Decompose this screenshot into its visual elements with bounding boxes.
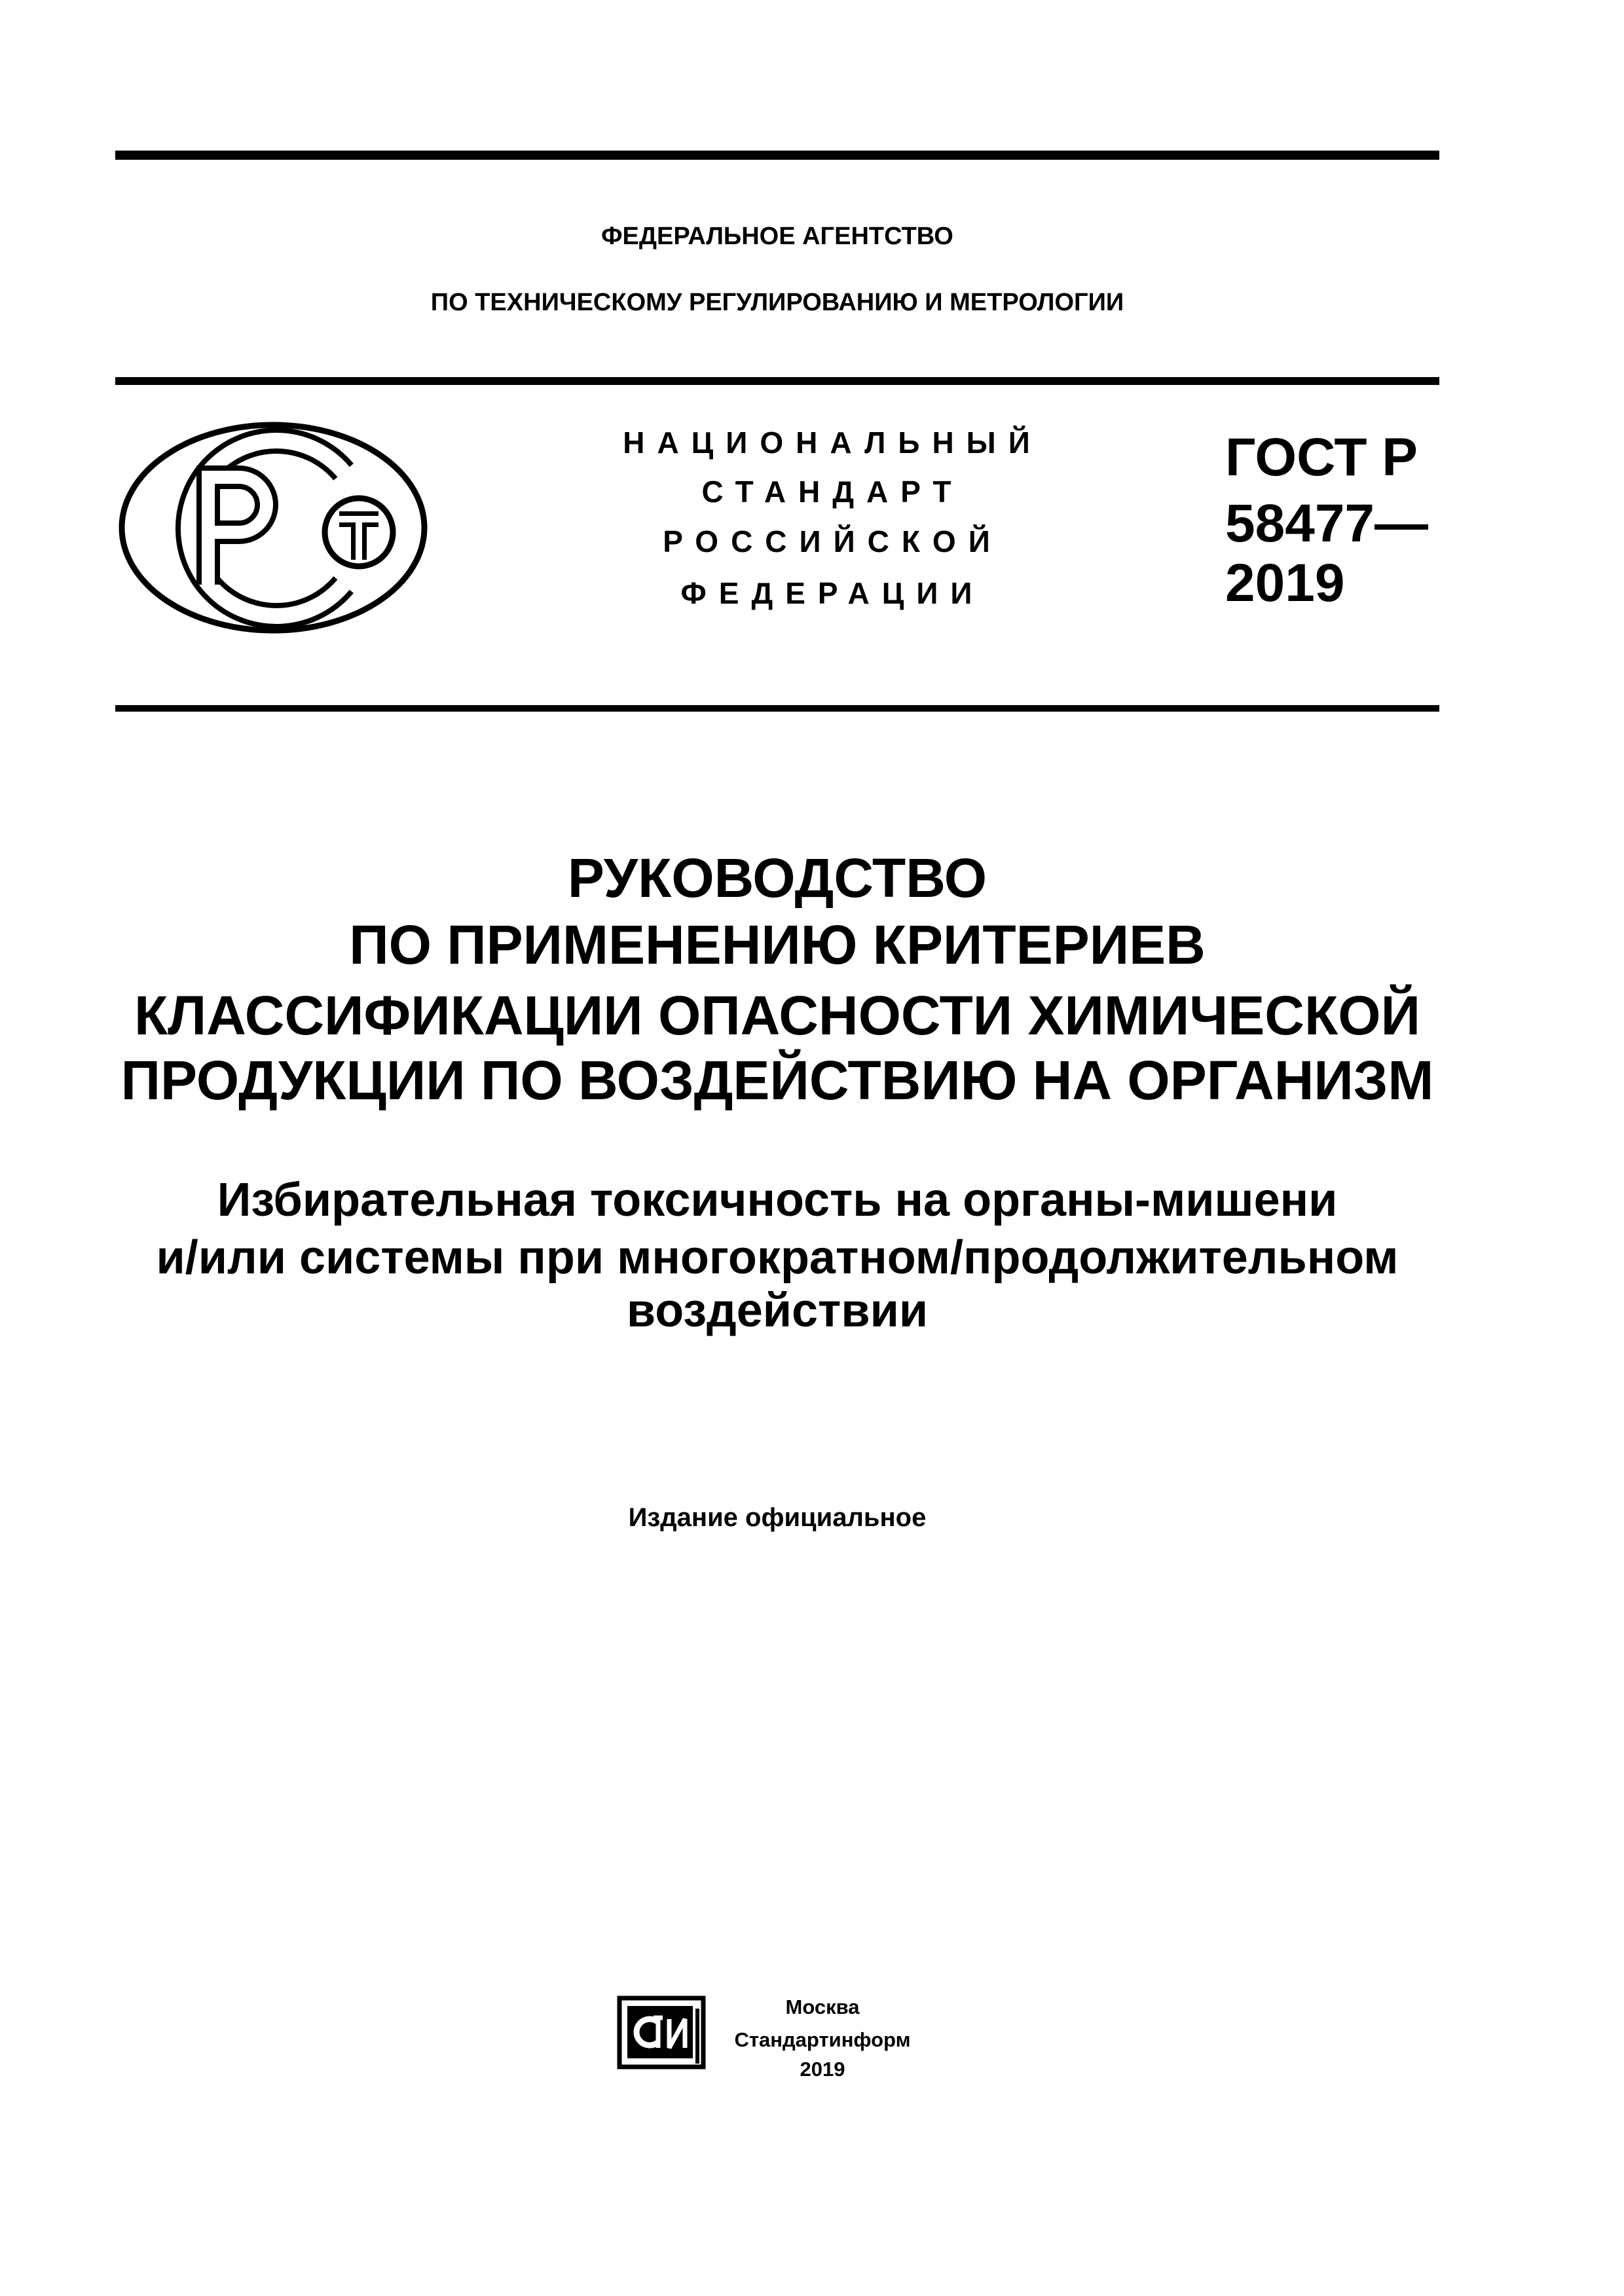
subtitle-line-1: Избирательная токсичность на органы-мишени bbox=[217, 1174, 1338, 1226]
title-line-2: ПО ПРИМЕНЕНИЮ КРИТЕРИЕВ bbox=[349, 914, 1206, 975]
subtitle-line-2: и/или системы при многократном/продолжительном bbox=[156, 1231, 1399, 1284]
header-rule bbox=[115, 377, 1439, 385]
standard-type-line-3: РОССИЙСКОЙ bbox=[663, 524, 1003, 558]
designation-rule bbox=[115, 705, 1439, 712]
publisher-city: Москва bbox=[785, 1995, 860, 2018]
standartinform-logo-icon bbox=[617, 1995, 706, 2069]
standard-type-line-4: ФЕДЕРАЦИИ bbox=[680, 576, 985, 610]
edition-label: Издание официальное bbox=[628, 1503, 927, 1532]
title-line-3: КЛАССИФИКАЦИИ ОПАСНОСТИ ХИМИЧЕСКОЙ bbox=[134, 985, 1420, 1046]
subtitle-line-3: воздействии bbox=[626, 1285, 929, 1337]
agency-line-2: ПО ТЕХНИЧЕСКОМУ РЕГУЛИРОВАНИЮ И МЕТРОЛОГИИ bbox=[430, 289, 1124, 316]
publisher-name: Стандартинформ bbox=[734, 2028, 911, 2051]
title-line-1: РУКОВОДСТВО bbox=[567, 847, 987, 909]
designation-prefix: ГОСТ Р bbox=[1225, 428, 1418, 487]
designation-number: 58477— bbox=[1225, 494, 1429, 553]
standard-type-line-1: НАЦИОНАЛЬНЫЙ bbox=[623, 426, 1043, 460]
top-rule bbox=[115, 151, 1439, 160]
standard-type-line-2: СТАНДАРТ bbox=[701, 475, 964, 509]
rst-logo-icon bbox=[118, 421, 428, 634]
agency-line-1: ФЕДЕРАЛЬНОЕ АГЕНТСТВО bbox=[601, 223, 953, 250]
title-line-4: ПРОДУКЦИИ ПО ВОЗДЕЙСТВИЮ НА ОРГАНИЗМ bbox=[120, 1049, 1434, 1111]
designation-year: 2019 bbox=[1225, 553, 1345, 613]
publisher-year: 2019 bbox=[800, 2058, 845, 2081]
